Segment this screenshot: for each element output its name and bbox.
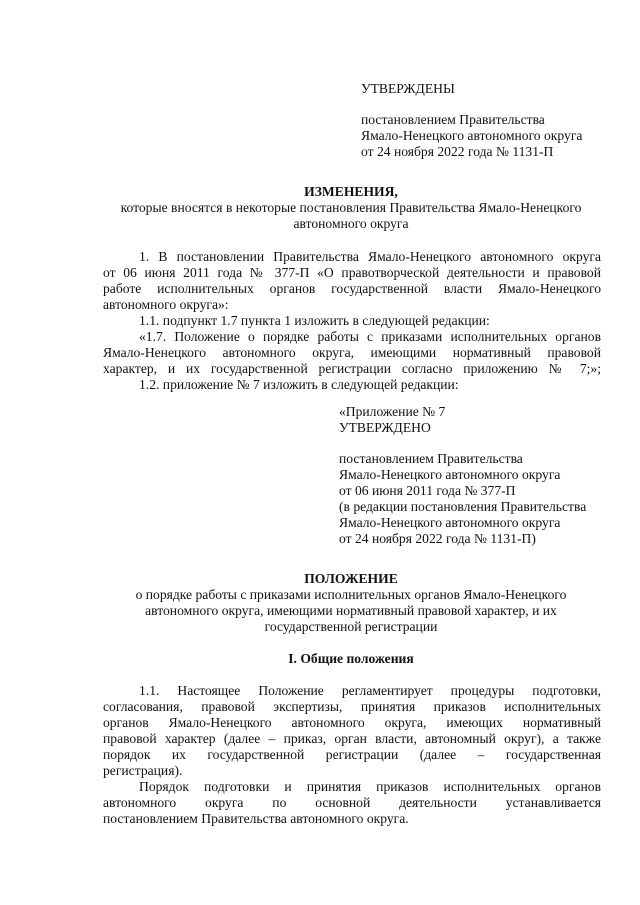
regulation-heading: ПОЛОЖЕНИЕ: [304, 571, 398, 586]
clause-1-line-1: 1. В постановлении Правительства Ямало-Ненецкого автономного округа: [139, 249, 601, 264]
section-1-p2-line-3: постановлением Правительства автономного округа.: [103, 811, 409, 826]
section-1-p1-line-4: правовой характер (далее – приказ, орган власти, автономный округ), а также: [103, 731, 601, 746]
section-1-p1-line-3: органов Ямало-Ненецкого автономного округа, имеющих нормативный: [103, 715, 601, 730]
appendix-line-2: УТВЕРЖДЕНО: [339, 420, 431, 435]
clause-1-1-quote-line-3: характер, и их государственной регистрации согласно приложению № 7;»;: [103, 361, 601, 376]
section-1-p2-line-1: Порядок подготовки и принятия приказов исполнительных органов: [139, 779, 601, 794]
appendix-line-8: от 24 ноября 2022 года № 1131-П): [339, 531, 536, 546]
appendix-line-3: постановлением Правительства: [339, 451, 523, 466]
clause-1-line-2: от 06 июня 2011 года № 377-П «О правотворческой деятельности и правовой: [103, 265, 601, 280]
section-1-p1-line-2: согласования, правовой экспертизы, принятия приказов исполнительных: [103, 699, 601, 714]
changes-subtitle-line-2: автономного округа: [293, 216, 409, 231]
changes-subtitle-line-1: которые вносятся в некоторые постановления Правительства Ямало-Ненецкого: [120, 200, 582, 215]
section-1-p1-line-5: порядок их государственной регистрации (далее – государственная: [103, 747, 601, 762]
clause-1-line-3: работе исполнительных органов государственной власти Ямало-Ненецкого: [103, 281, 601, 296]
section-1-p1-line-1: 1.1. Настоящее Положение регламентирует процедуры подготовки,: [139, 683, 601, 698]
appendix-line-7: Ямало-Ненецкого автономного округа: [339, 515, 561, 530]
approval-title: УТВЕРЖДЕНЫ: [361, 81, 455, 96]
approval-line-3: от 24 ноября 2022 года № 1131-П: [361, 144, 554, 159]
section-1-p2-line-2: автономного округа по основной деятельности устанавливается: [103, 795, 601, 810]
clause-1-2-text: 1.2. приложение № 7 изложить в следующей редакции:: [139, 377, 459, 392]
appendix-line-5: от 06 июня 2011 года № 377-П: [339, 483, 516, 498]
regulation-subtitle-line-1: о порядке работы с приказами исполнительных органов Ямало-Ненецкого: [135, 587, 567, 602]
approval-line-2: Ямало-Ненецкого автономного округа: [361, 128, 583, 143]
appendix-line-1: «Приложение № 7: [339, 404, 446, 419]
clause-1-1-quote-line-2: Ямало-Ненецкого автономного округа, имеющими нормативный правовой: [103, 345, 601, 360]
changes-heading: ИЗМЕНЕНИЯ,: [304, 184, 398, 199]
clause-1-1-quote-line-1: «1.7. Положение о порядке работы с приказами исполнительных органов: [139, 329, 601, 344]
clause-1-line-4: автономного округа»:: [103, 297, 229, 312]
section-1-heading: I. Общие положения: [288, 651, 414, 666]
regulation-subtitle-line-2: автономного округа, имеющими нормативный правовой характер, и их: [145, 603, 557, 618]
approval-line-1: постановлением Правительства: [361, 112, 545, 127]
appendix-line-4: Ямало-Ненецкого автономного округа: [339, 467, 561, 482]
clause-1-1-text: 1.1. подпункт 1.7 пункта 1 изложить в следующей редакции:: [139, 313, 490, 328]
appendix-line-6: (в редакции постановления Правительства: [339, 499, 587, 514]
section-1-p1-line-6: регистрация).: [103, 763, 183, 778]
regulation-subtitle-line-3: государственной регистрации: [264, 619, 438, 634]
